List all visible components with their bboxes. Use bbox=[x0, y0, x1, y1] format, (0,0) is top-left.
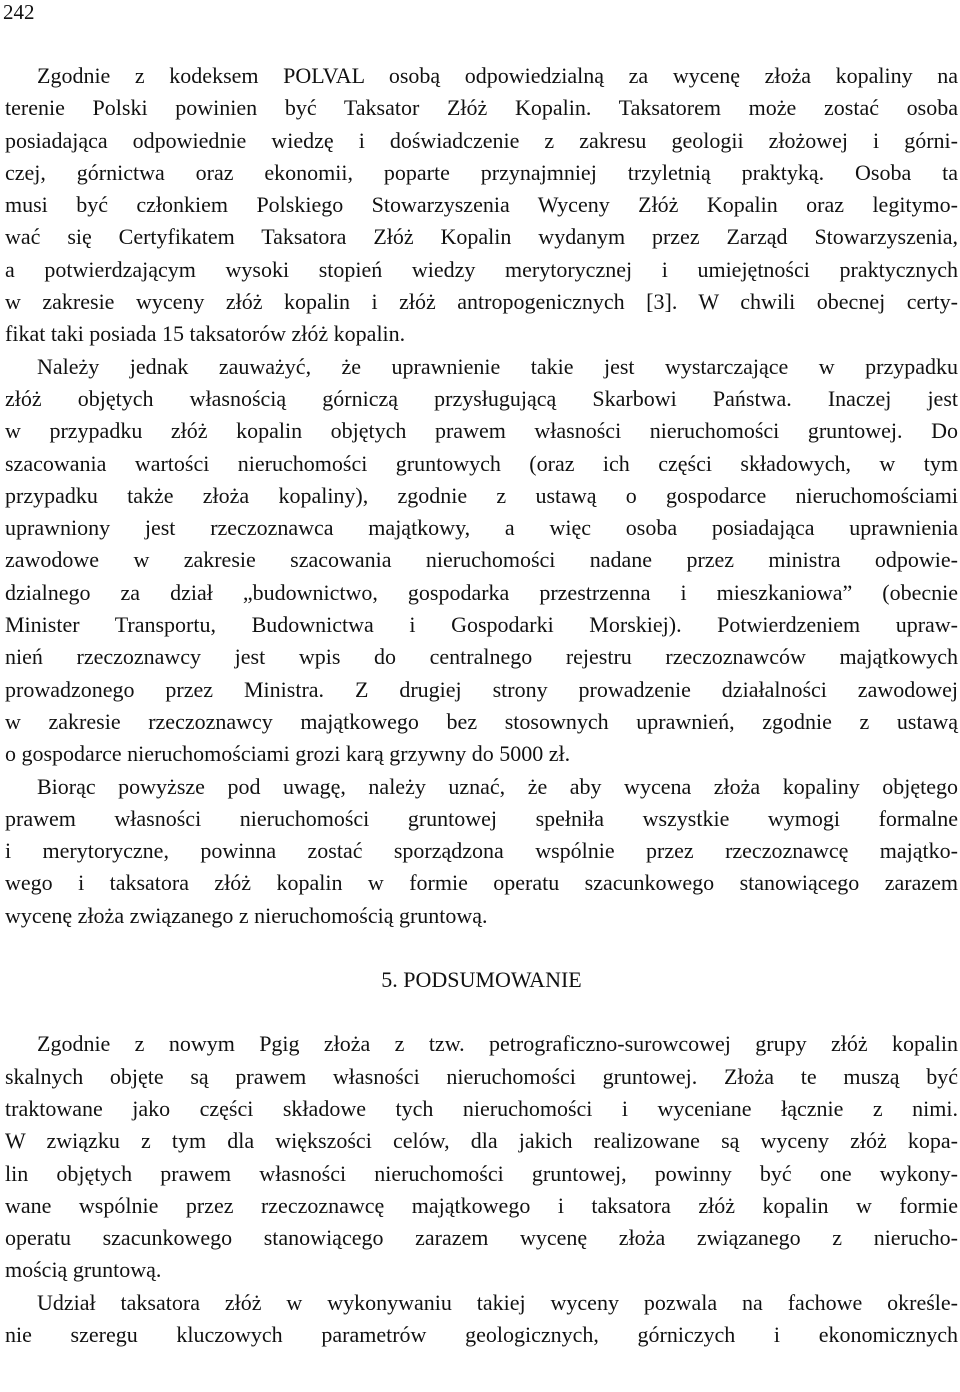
text-line: nień rzeczoznawcy jest wpis do centralnego rejestru rzeczoznawców majątkowych bbox=[5, 644, 958, 670]
text-line: Udział taksatora złóż w wykonywaniu takiej wyceny pozwala na fachowe określe- bbox=[37, 1289, 958, 1315]
text-line: dzialnego za dział „budownictwo, gospodarka przestrzenna i mieszkaniowa” (obecnie bbox=[5, 579, 958, 605]
text-line: w zakresie wyceny złóż kopalin i złóż antropogenicznych [3]. W chwili obecnej certy- bbox=[5, 289, 958, 315]
text-line: wego i taksatora złóż kopalin w formie operatu szacunkowego stanowiącego zarazem bbox=[5, 870, 958, 896]
section-heading: 5. PODSUMOWANIE bbox=[381, 967, 582, 993]
text-line: Należy jednak zauważyć, że uprawnienie takie jest wystarczające w przypadku bbox=[37, 353, 958, 379]
text-line: mością gruntową. bbox=[5, 1257, 162, 1283]
text-line: prowadzonego przez Ministra. Z drugiej strony prowadzenie działalności zawodowej bbox=[5, 676, 958, 702]
text-line: o gospodarce nieruchomościami grozi karą grzywny do 5000 zł. bbox=[5, 741, 571, 767]
text-line: w przypadku złóż kopalin objętych prawem własności nieruchomości gruntowej. Do bbox=[5, 418, 958, 444]
paragraph-2 bbox=[5, 351, 958, 771]
paragraph-1 bbox=[5, 60, 958, 351]
paragraph-4 bbox=[5, 1028, 958, 1286]
text-line: a potwierdzającym wysoki stopień wiedzy merytorycznej i umiejętności praktycznych bbox=[5, 256, 958, 282]
text-line: Zgodnie z kodeksem POLVAL osobą odpowiedzialną za wycenę złoża kopaliny na bbox=[37, 63, 958, 88]
text-line: skalnych objęte są prawem własności nieruchomości gruntowej. Złoża te muszą być bbox=[5, 1063, 958, 1089]
paragraph-5 bbox=[5, 1287, 958, 1352]
text-line: prawem własności nieruchomości gruntowej spełniła wszystkie wymogi formalne bbox=[5, 805, 958, 831]
text-line: czej, górnictwa oraz ekonomii, poparte przynajmniej trzyletnią praktyką. Osoba ta bbox=[5, 159, 958, 185]
text-line: W związku z tym dla większości celów, dla jakich realizowane są wyceny złóż kopa- bbox=[5, 1128, 958, 1154]
text-line: przypadku także złoża kopaliny), zgodnie z ustawą o gospodarce nieruchomościami bbox=[5, 482, 958, 508]
text-line: złóż objętych własnością górniczą przysługującą Skarbowi Państwa. Inaczej jest bbox=[5, 385, 958, 411]
text-line: Biorąc powyższe pod uwagę, należy uznać, że aby wycena złoża kopaliny objętego bbox=[37, 773, 958, 799]
text-line: i merytoryczne, powinna zostać sporządzona wspólnie przez rzeczoznawcę majątko- bbox=[5, 838, 958, 864]
text-line: operatu szacunkowego stanowiącego zarazem wycenę złoża związanego z nierucho- bbox=[5, 1225, 958, 1251]
text-line: w zakresie rzeczoznawcy majątkowego bez stosownych uprawnień, zgodnie z ustawą bbox=[5, 708, 958, 734]
page-number: 242 bbox=[3, 0, 35, 24]
text-line: nie szeregu kluczowych parametrów geologicznych, górniczych i ekonomicznych bbox=[5, 1321, 958, 1347]
text-line: musi być członkiem Polskiego Stowarzyszenia Wyceny Złóż Kopalin oraz legitymo- bbox=[5, 192, 958, 218]
text-line: Zgodnie z nowym Pgig złoża z tzw. petrograficzno-surowcowej grupy złóż kopalin bbox=[37, 1031, 958, 1057]
text-line: lin objętych prawem własności nieruchomości gruntowej, powinny być one wykony- bbox=[5, 1160, 958, 1186]
text-line: szacowania wartości nieruchomości gruntowych (oraz ich części składowych, w tym bbox=[5, 450, 958, 476]
body-text bbox=[5, 60, 958, 1351]
text-line: wane wspólnie przez rzeczoznawcę majątkowego i taksatora złóż kopalin w formie bbox=[5, 1192, 958, 1218]
text-line: Minister Transportu, Budownictwa i Gospodarki Morskiej). Potwierdzeniem upraw- bbox=[5, 612, 958, 638]
text-line: terenie Polski powinien być Taksator Złóż Kopalin. Taksatorem może zostać osoba bbox=[5, 95, 958, 121]
text-line: wycenę złoża związanego z nieruchomością gruntową. bbox=[5, 902, 488, 928]
paragraph-3 bbox=[5, 771, 958, 932]
text-line: zawodowe w zakresie szacowania nieruchomości nadane przez ministra odpowie- bbox=[5, 547, 958, 573]
text-line: traktowane jako części składowe tych nieruchomości i wyceniane łącznie z nimi. bbox=[5, 1095, 958, 1121]
text-line: fikat taki posiada 15 taksatorów złóż kopalin. bbox=[5, 321, 406, 347]
text-line: uprawniony jest rzeczoznawca majątkowy, a więc osoba posiadająca uprawnienia bbox=[5, 515, 958, 541]
text-line: posiadająca odpowiednie wiedzę i doświadczenie z zakresu geologii złożowej i górni- bbox=[5, 127, 958, 153]
text-line: wać się Certyfikatem Taksatora Złóż Kopalin wydanym przez Zarząd Stowarzyszenia, bbox=[5, 224, 958, 250]
